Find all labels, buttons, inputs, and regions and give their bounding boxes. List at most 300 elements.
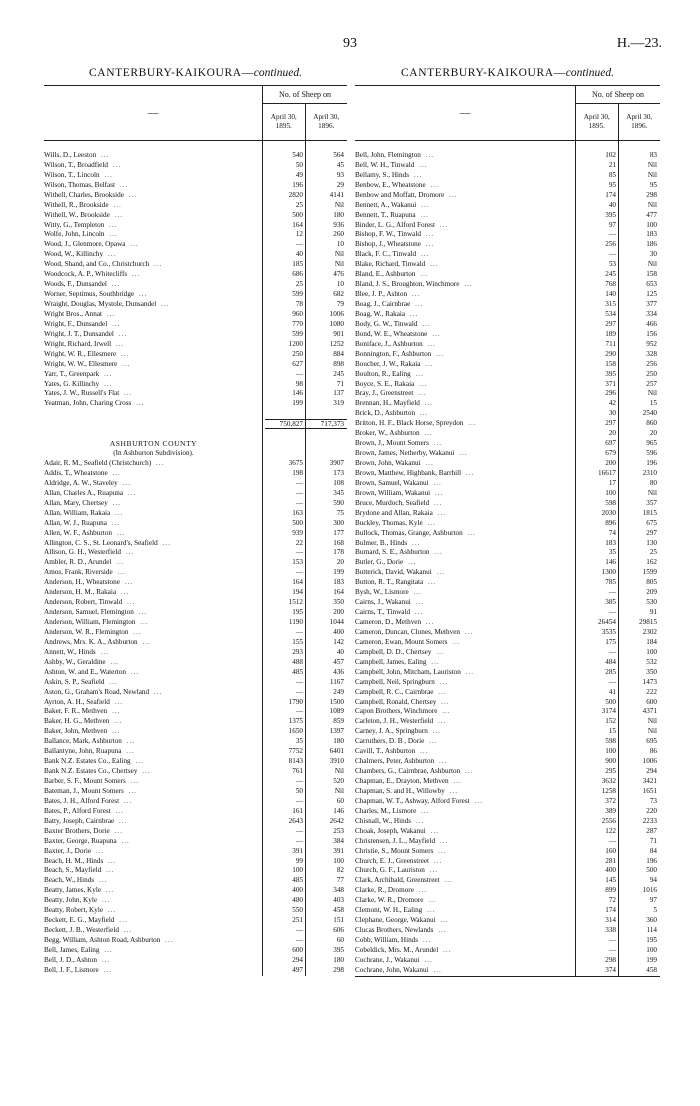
sheep-1895: 761 [292, 767, 303, 776]
owner-cell [355, 558, 578, 568]
leader-dots: ... [433, 647, 445, 656]
sheep-1896: 29 [336, 180, 344, 189]
owner-name: Cobeldick, Mrs. M., Arundel [355, 945, 439, 954]
sheep-1895: — [295, 568, 303, 577]
sheep-1895: 26454 [598, 618, 616, 626]
owner-name: Bell, J. D., Ashton [44, 955, 97, 964]
leader-dots: ... [422, 459, 434, 467]
sheep-1896: 177 [333, 528, 344, 537]
spacer [44, 141, 347, 151]
owner-name: Wright Bros., Annat [44, 309, 103, 318]
table-row [44, 767, 347, 777]
leader-dots: ... [129, 270, 141, 279]
owner-cell [355, 270, 578, 280]
sheep-1896: 675 [646, 518, 657, 527]
table-row [355, 230, 660, 240]
owner-cell [355, 946, 578, 956]
sheep-1895: 400 [292, 886, 303, 895]
leader-dots: ... [436, 677, 449, 686]
sheep-1895: 251 [292, 916, 303, 925]
sheep-1896: 328 [646, 349, 657, 358]
table-row [355, 966, 660, 976]
sheep-1896: 186 [646, 240, 657, 249]
sheep-1895: 3675 [288, 459, 303, 467]
table-row [355, 250, 660, 260]
table-row [44, 608, 347, 618]
table-row [355, 886, 660, 896]
sheep-1896: 199 [333, 568, 344, 577]
owner-cell [355, 847, 578, 857]
sheep-1896: 82 [336, 866, 344, 875]
leader-dots: ... [446, 190, 458, 199]
leader-dots: ... [425, 896, 437, 905]
column-title [355, 66, 660, 80]
table-row [44, 797, 347, 807]
leader-dots: ... [422, 359, 434, 368]
owner-cell [44, 638, 265, 648]
owner-cell [44, 936, 265, 946]
table-row [355, 181, 660, 191]
owner-name: Cameron, Duncan, Clunes, Methven [355, 627, 460, 636]
sheep-1895: 290 [605, 349, 616, 358]
table-row [44, 489, 347, 499]
leader-dots: ... [109, 160, 122, 169]
leader-dots: ... [127, 667, 140, 676]
owner-cell [355, 340, 578, 350]
owner-name: Bates, J. H., Alford Forest [44, 796, 120, 805]
leader-dots: ... [98, 150, 110, 159]
leader-dots: ... [110, 200, 122, 209]
owner-cell [44, 837, 265, 847]
spacer [44, 429, 347, 439]
leader-dots: ... [121, 389, 133, 398]
leader-dots: ... [116, 816, 128, 825]
table-row [355, 350, 660, 360]
owner-name: Clark, Archibald, Greenstreet [355, 876, 440, 885]
sheep-1896: 294 [646, 767, 657, 776]
sheep-1896: 457 [333, 657, 344, 666]
leader-dots: ... [109, 498, 121, 507]
leader-dots: ... [426, 866, 439, 875]
sheep-1896: 220 [646, 806, 657, 815]
owner-name: Clephane, George, Wakanui [355, 916, 436, 925]
leader-dots: ... [411, 170, 423, 179]
sheep-1896: 180 [333, 955, 344, 964]
owner-cell [355, 459, 578, 469]
sheep-1896: 168 [333, 538, 344, 547]
leader-dots: ... [432, 488, 444, 497]
sheep-1895: 488 [292, 657, 303, 666]
sheep-1895: 294 [292, 955, 303, 964]
owner-name: Church, E. J., Greenstreet [355, 856, 430, 865]
table-row [44, 966, 347, 976]
leader-dots: ... [436, 757, 448, 766]
leader-dots: ... [430, 965, 442, 974]
owner-cell [355, 320, 578, 330]
page-header [0, 36, 700, 56]
owner-name: Ayrton, A. H., Seafield [44, 697, 110, 706]
owner-name: Blee, J. P., Ashton [355, 290, 408, 299]
sheep-1896: 400 [333, 627, 344, 636]
sheep-1896: 1599 [642, 568, 657, 577]
leader-dots: ... [106, 677, 118, 686]
owner-cell [44, 459, 265, 469]
owner-cell [44, 151, 265, 161]
leader-dots: ... [132, 757, 144, 766]
owner-name: Beach, S., Mayfield [44, 866, 102, 875]
leader-dots: ... [438, 697, 450, 706]
leader-dots: ... [118, 349, 130, 358]
owner-name: Beckett, E. G., Mayfield [44, 916, 115, 925]
leader-dots: ... [433, 568, 445, 577]
owner-name: Bruce, Murdoch, Seafield [355, 498, 430, 507]
owner-cell [355, 290, 578, 300]
sheep-1895: 2556 [601, 816, 616, 825]
table-row [355, 171, 660, 181]
owner-cell [44, 568, 265, 578]
sheep-1895: 391 [292, 846, 303, 855]
owner-name: Chapman, E., Drayton, Methven [355, 777, 449, 785]
leader-dots: ... [93, 846, 105, 855]
sheep-1895: — [295, 836, 303, 845]
leader-dots: ... [151, 260, 163, 269]
owner-name: Beach, H. M., Hinds [44, 856, 104, 865]
table-row [44, 230, 347, 240]
owner-name: Benbow and Moffatt, Dromore [355, 190, 445, 199]
header-year-1896: April 30, 1896. [618, 104, 661, 140]
owner-name: Anderson, H. M., Rakaia [44, 588, 117, 597]
sheep-1896: 20 [336, 558, 344, 567]
table-row [44, 340, 347, 350]
sheep-1896: 860 [646, 419, 657, 428]
sheep-1896: 125 [646, 290, 657, 299]
owner-cell [355, 479, 578, 489]
sheep-1896: 1080 [329, 319, 344, 328]
table-row [355, 926, 660, 936]
sheep-1895: 7752 [288, 747, 303, 756]
owner-cell [355, 370, 578, 380]
owner-cell [44, 260, 265, 270]
owner-name: Wilson, T., Broadfield [44, 160, 108, 169]
owner-name: Withell, W., Brookside [44, 210, 110, 219]
owner-cell [355, 449, 578, 459]
sheep-1895: 1300 [601, 568, 616, 577]
sheep-1895: — [295, 826, 303, 835]
table-row [355, 389, 660, 399]
table-row [44, 240, 347, 250]
table-row [44, 270, 347, 280]
table-row [355, 668, 660, 678]
owner-name: Boniface, J., Ashburton [355, 339, 423, 348]
sheep-1895: — [608, 677, 616, 686]
sheep-1895: 100 [605, 747, 616, 756]
sheep-1895: — [295, 707, 303, 716]
table-row [44, 618, 347, 628]
leader-dots: ... [124, 598, 136, 607]
leader-dots: ... [109, 468, 121, 477]
table-row [355, 906, 660, 916]
table-row [355, 817, 660, 827]
table-row [355, 290, 660, 300]
owner-name: Bell, J. F., Lismore [44, 965, 99, 974]
owner-cell [44, 240, 265, 250]
table-row [355, 727, 660, 737]
sheep-1895: — [608, 608, 616, 617]
column-rule [618, 141, 619, 976]
owner-name: Boulton, R., Ealing [355, 369, 411, 378]
sheep-1896: 350 [333, 598, 344, 607]
table-row [44, 459, 347, 469]
owner-name: Wraight, Douglas, Mystole, Dunsandel [44, 300, 157, 308]
table-row [355, 857, 660, 867]
leader-dots: ... [101, 170, 113, 179]
sheep-1895: 1200 [288, 339, 303, 348]
header-name-cell: — [355, 86, 576, 140]
owner-name: Yates, G. Killinchy [44, 379, 100, 388]
leader-dots: ... [118, 588, 130, 597]
leader-dots: ... [418, 806, 430, 815]
sheep-1896: 287 [646, 826, 657, 835]
owner-cell [44, 300, 265, 310]
owner-cell [355, 211, 578, 221]
owner-name: Woods, F., Dunsandel [44, 280, 107, 289]
sheep-1896: 2233 [642, 816, 657, 825]
sheep-1895: 1650 [288, 727, 303, 736]
sheep-1895: 250 [292, 349, 303, 358]
owner-name: Cairns, J., Wakanui [355, 598, 411, 607]
sheep-1896: 590 [333, 498, 344, 507]
sheep-1896: 71 [649, 836, 657, 845]
owner-name: Yates, J. W., Russell's Flat [44, 389, 120, 398]
sheep-1895: 2030 [601, 508, 616, 517]
owner-cell [44, 489, 265, 499]
table-row [355, 628, 660, 638]
sheep-1896: 298 [646, 190, 657, 199]
table-row [355, 221, 660, 231]
sheep-1896: 350 [646, 667, 657, 676]
table-row [355, 479, 660, 489]
table-row [355, 300, 660, 310]
sheep-1896: 395 [333, 945, 344, 954]
sheep-1895: — [608, 945, 616, 954]
sheep-1896: 209 [646, 588, 657, 597]
sheep-1896: 142 [333, 637, 344, 646]
sheep-1896: 84 [649, 846, 657, 855]
sheep-1896: 100 [646, 945, 657, 954]
sheep-1895: 600 [292, 945, 303, 954]
sheep-1895: 15 [608, 727, 616, 736]
table-row [355, 330, 660, 340]
owner-cell [355, 876, 578, 886]
table-row [355, 340, 660, 350]
leader-dots: ... [417, 409, 429, 418]
sheep-1896: 384 [333, 836, 344, 845]
owner-cell [355, 310, 578, 320]
sheep-1895: 3632 [601, 777, 616, 785]
owner-name: Cameron, D., Methven [355, 618, 422, 626]
owner-name: Ballantyne, John, Ruapuna [44, 747, 122, 756]
sheep-1895: — [608, 230, 616, 239]
sheep-1896: 345 [333, 488, 344, 497]
leader-dots: ... [109, 707, 121, 716]
owner-name: Bank N.Z. Estates Co., Chertsey [44, 767, 138, 776]
sheep-1895: 40 [608, 200, 616, 209]
sheep-1895: 1512 [288, 598, 303, 607]
sheep-1896: 1473 [642, 677, 657, 686]
table-row [44, 648, 347, 658]
owner-cell [44, 926, 265, 936]
spacer [44, 409, 347, 419]
owner-cell [355, 668, 578, 678]
sheep-1895: 500 [292, 210, 303, 219]
total-row [44, 419, 347, 429]
owner-name: Wright, W. W., Ellesmere [44, 359, 118, 368]
table-row [355, 807, 660, 817]
leader-dots: ... [412, 608, 424, 617]
sheep-1895: 899 [605, 886, 616, 895]
sheep-1895: — [295, 687, 303, 696]
sheep-1895: 160 [605, 846, 616, 855]
sheep-1896: Nil [647, 389, 657, 398]
sheep-1895: 295 [605, 767, 616, 776]
leader-dots: ... [439, 707, 451, 716]
sheep-1895: — [295, 677, 303, 686]
owner-cell [44, 191, 265, 201]
sheep-1895: 497 [292, 965, 303, 974]
table-row [355, 459, 660, 469]
owner-cell [355, 866, 578, 876]
leader-dots: ... [99, 896, 111, 905]
leader-dots: ... [108, 518, 121, 527]
leader-dots: ... [409, 290, 421, 299]
sheep-1895: 153 [292, 558, 303, 567]
owner-name: Wright, J. T., Dunsandel [44, 329, 114, 338]
leader-dots: ... [449, 637, 461, 646]
leader-dots: ... [435, 926, 447, 935]
owner-name: Chisnall, W., Hinds [355, 816, 412, 825]
leader-dots: ... [419, 319, 431, 328]
owner-cell [355, 568, 578, 578]
leader-dots: ... [121, 578, 134, 587]
table-row [44, 469, 347, 479]
leader-dots: ... [133, 399, 145, 408]
table-row [44, 250, 347, 260]
sheep-1895: 53 [608, 260, 616, 269]
owner-name: Bell, James, Ealing [44, 945, 100, 954]
sheep-1895: 85 [608, 170, 616, 179]
table-body [355, 141, 660, 977]
leader-dots: ... [418, 250, 430, 259]
table-row [355, 509, 660, 519]
sheep-1896: 3907 [329, 459, 344, 467]
sheep-1895: 140 [605, 290, 616, 299]
owner-cell [355, 916, 578, 926]
leader-dots: ... [117, 180, 129, 189]
sheep-1895: 174 [605, 190, 616, 199]
owner-name: Chambers, G., Cairnbrae, Ashburton [355, 767, 461, 776]
leader-dots: ... [409, 538, 421, 547]
sheep-1895: 2643 [288, 816, 303, 825]
left-column [44, 66, 347, 976]
owner-name: Carney, J. A., Springburn [355, 727, 428, 736]
owner-name: Wolfe, John, Lincoln [44, 230, 105, 239]
column-title-italic: continued. [253, 67, 302, 79]
sheep-1895: 785 [605, 578, 616, 587]
sheep-1896: Nil [334, 767, 344, 776]
owner-cell [355, 151, 578, 161]
table-row [44, 817, 347, 827]
owner-cell [44, 876, 265, 886]
sheep-1895: 1258 [601, 786, 616, 795]
sheep-1896: 146 [333, 806, 344, 815]
owner-name: Boag, W., Rakaia [355, 309, 406, 318]
owner-cell [355, 360, 578, 370]
leader-dots: ... [111, 210, 123, 219]
table-header [355, 86, 660, 141]
owner-name: Campbell, Neil, Springburn [355, 677, 435, 686]
sheep-1895: — [295, 926, 303, 935]
sheep-1896: 2540 [642, 409, 657, 418]
leader-dots: ... [417, 270, 429, 279]
owner-cell [44, 201, 265, 211]
sheep-1896: 100 [333, 856, 344, 865]
sheep-1895: 175 [605, 637, 616, 646]
table-row [44, 847, 347, 857]
sheep-1896: 75 [336, 508, 344, 517]
owner-cell [44, 827, 265, 837]
owner-name: Cobb, William, Hinds [355, 936, 419, 944]
sheep-1896: 40 [336, 647, 344, 656]
sheep-1895: — [295, 498, 303, 507]
sheep-1895: 256 [605, 240, 616, 249]
sheep-1896: 596 [646, 449, 657, 458]
table-row [44, 320, 347, 330]
leader-dots: ... [420, 936, 432, 944]
sheep-1896: 500 [646, 866, 657, 875]
sheep-1895: 1190 [288, 618, 303, 626]
sheep-1895: — [295, 478, 303, 487]
owner-name: Addis, T., Wheatstone [44, 468, 108, 477]
table-row [44, 519, 347, 529]
owner-name: Capon Brothers, Winchmore [355, 707, 438, 716]
owner-cell [44, 847, 265, 857]
owner-cell [44, 529, 265, 539]
leader-dots: ... [415, 886, 428, 895]
sheep-1895: — [295, 936, 303, 944]
leader-dots: ... [106, 230, 118, 239]
sheep-1896: 458 [646, 965, 657, 974]
column-rule [575, 141, 576, 976]
sheep-1896: 108 [333, 478, 344, 487]
sheep-1895: 297 [605, 419, 616, 428]
sheep-1896: 25 [649, 548, 657, 557]
column-title-main: CANTERBURY-KAIKOURA— [89, 67, 254, 79]
owner-cell [44, 767, 265, 777]
leader-dots: ... [456, 449, 468, 458]
sheep-1896: 466 [646, 319, 657, 328]
owner-cell [355, 747, 578, 757]
sheep-1895: 400 [605, 866, 616, 875]
sheep-1896: 653 [646, 280, 657, 289]
table-row [355, 777, 660, 787]
owner-name: Bland, E., Ashburton [355, 270, 416, 279]
sheep-1896: 100 [646, 647, 657, 656]
owner-name: Ashby, W., Geraldine [44, 657, 106, 666]
owner-name: Batty, Joseph, Cairnbrae [44, 816, 115, 825]
sheep-1896: 77 [336, 876, 344, 885]
sheep-1896: 530 [646, 598, 657, 607]
table-row [44, 926, 347, 936]
